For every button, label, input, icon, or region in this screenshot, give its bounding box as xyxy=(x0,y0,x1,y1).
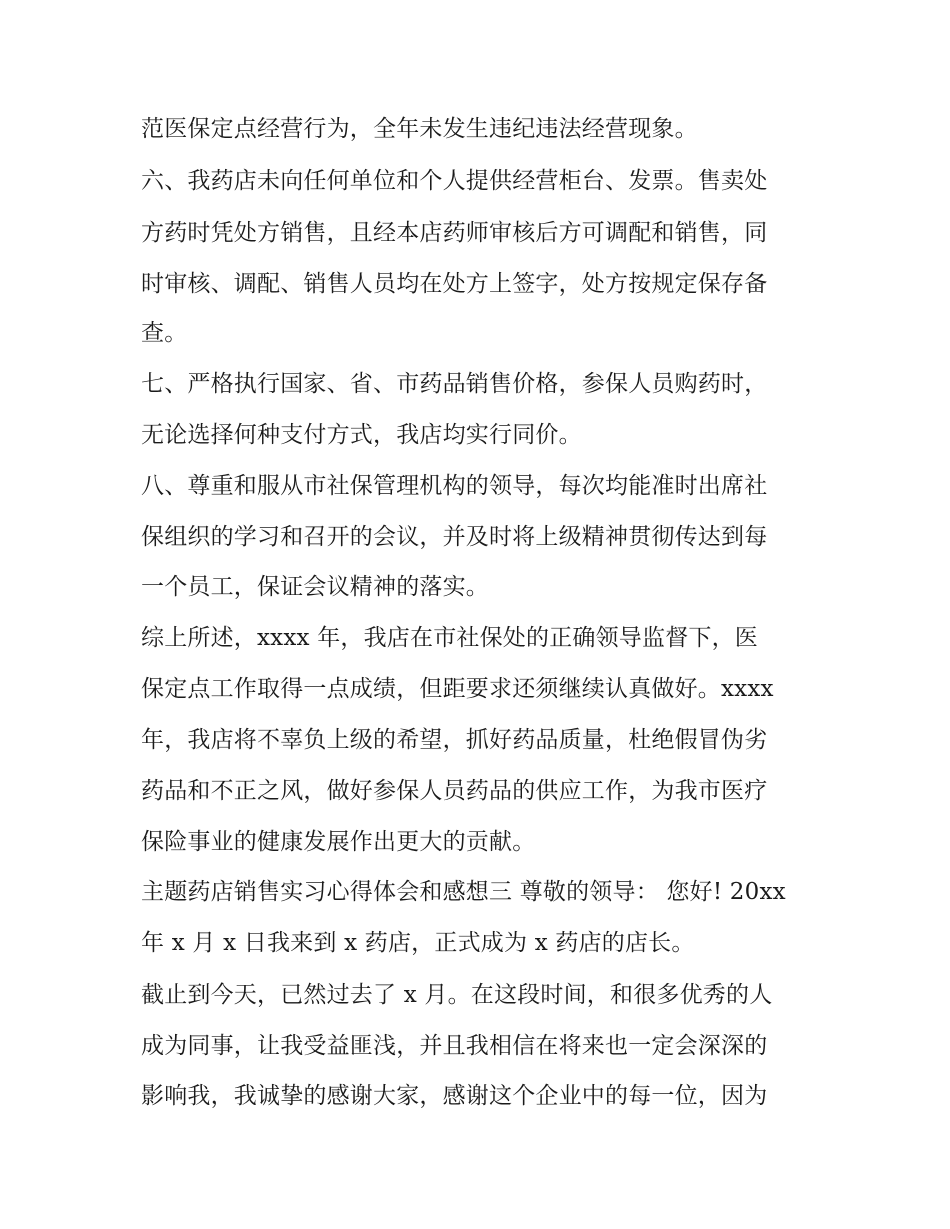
text-line-1: 范医保定点经营行为，全年未发生违纪违法经营现象。 xyxy=(141,116,698,142)
text-line-18: 截止到今天，已然过去了 x 月。在这段时间，和很多优秀的人 xyxy=(141,982,773,1008)
text-line-9: 保组织的学习和召开的会议，并及时将上级精神贯彻传达到每 xyxy=(141,524,768,550)
text-line-19: 成为同事，让我受益匪浅，并且我相信在将来也一定会深深的 xyxy=(141,1033,768,1059)
text-line-17: 年 x 月 x 日我来到 x 药店，正式成为 x 药店的店长。 xyxy=(141,930,695,956)
text-line-4: 时审核、调配、销售人员均在处方上签字，处方按规定保存备 xyxy=(141,271,768,297)
text-line-3: 方药时凭处方销售，且经本店药师审核后方可调配和销售，同 xyxy=(141,220,768,246)
text-line-10: 一个员工，保证会议精神的落实。 xyxy=(141,574,489,600)
text-line-5: 查。 xyxy=(141,320,188,346)
text-line-20: 影响我，我诚挚的感谢大家，感谢这个企业中的每一位，因为 xyxy=(141,1083,768,1109)
text-line-16: 主题药店销售实习心得体会和感想三 尊敬的领导： 您好! 20xx xyxy=(141,879,786,905)
text-line-2: 六、我药店未向任何单位和个人提供经营柜台、发票。售卖处 xyxy=(141,168,768,194)
text-line-6: 七、严格执行国家、省、市药品销售价格，参保人员购药时， xyxy=(141,371,768,397)
text-line-8: 八、尊重和服从市社保管理机构的领导，每次均能准时出席社 xyxy=(141,473,768,499)
text-line-14: 药品和不正之风，做好参保人员药品的供应工作，为我市医疗 xyxy=(141,778,768,804)
text-line-11: 综上所述，xxxx 年，我店在市社保处的正确领导监督下，医 xyxy=(141,625,758,651)
text-line-7: 无论选择何种支付方式，我店均实行同价。 xyxy=(141,422,582,448)
text-line-13: 年，我店将不辜负上级的希望，抓好药品质量，杜绝假冒伪劣 xyxy=(141,727,768,753)
text-line-12: 保定点工作取得一点成绩，但距要求还须继续认真做好。xxxx xyxy=(141,676,774,702)
text-line-15: 保险事业的健康发展作出更大的贡献。 xyxy=(141,829,536,855)
